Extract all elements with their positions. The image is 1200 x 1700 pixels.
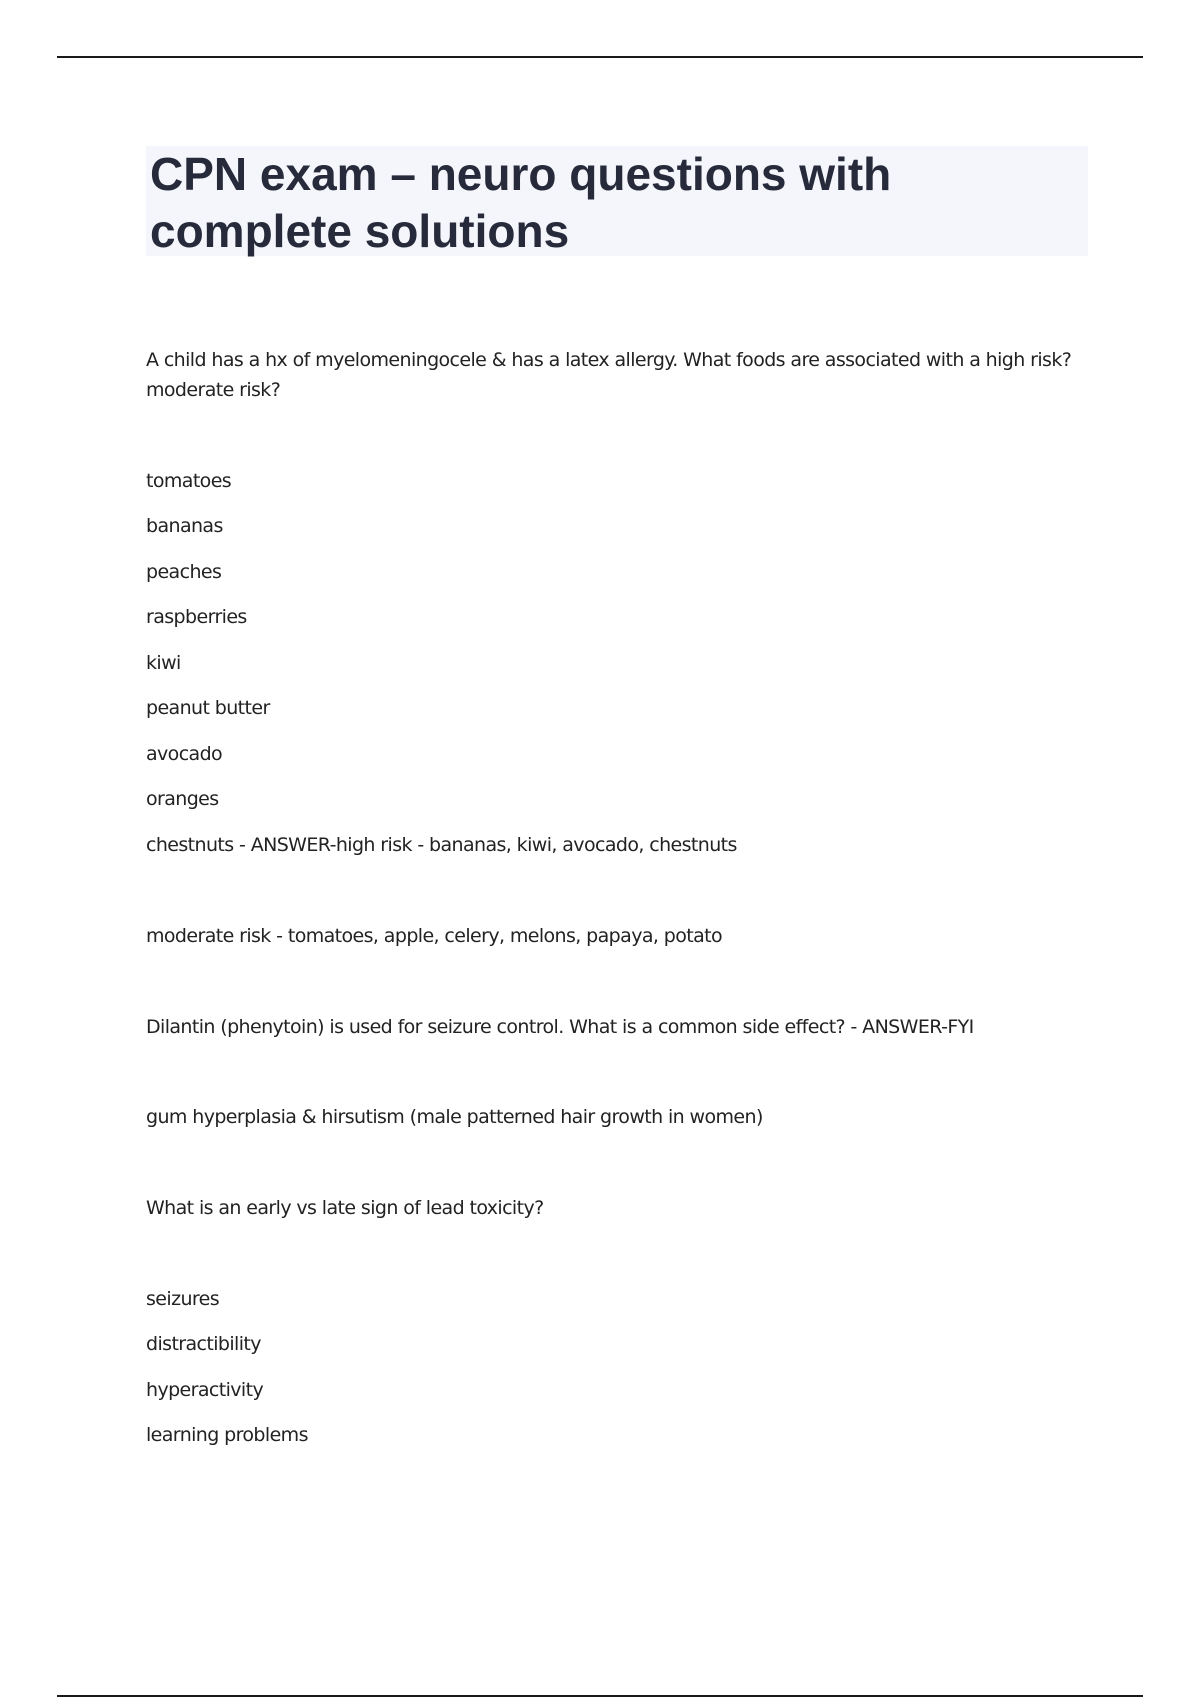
question-latex-foods: A child has a hx of myelomeningocele & has a latex allergy. What foods are associated with a high risk? moderate risk?: [146, 349, 1072, 401]
list-item: peaches: [146, 561, 222, 583]
document-title: CPN exam – neuro questions with complete solutions: [150, 148, 892, 257]
list-item: avocado: [146, 743, 223, 765]
list-item: learning problems: [146, 1424, 308, 1446]
list-item: oranges: [146, 788, 219, 810]
question-lead-toxicity: What is an early vs late sign of lead toxicity?: [146, 1197, 544, 1219]
list-item: distractibility: [146, 1333, 261, 1355]
answer-moderate-risk: moderate risk - tomatoes, apple, celery, melons, papaya, potato: [146, 925, 723, 947]
answer-high-risk: chestnuts - ANSWER-high risk - bananas, kiwi, avocado, chestnuts: [146, 834, 737, 856]
question-dilantin: Dilantin (phenytoin) is used for seizure control. What is a common side effect? - ANSWER-FYI: [146, 1016, 974, 1038]
list-item: peanut butter: [146, 697, 270, 719]
list-item: seizures: [146, 1288, 220, 1310]
list-item: kiwi: [146, 652, 181, 674]
list-item: raspberries: [146, 606, 247, 628]
footer-rule: [57, 1695, 1143, 1697]
list-item: hyperactivity: [146, 1379, 264, 1401]
header-rule: [57, 56, 1143, 58]
list-item: tomatoes: [146, 470, 232, 492]
answer-dilantin: gum hyperplasia & hirsutism (male patterned hair growth in women): [146, 1106, 763, 1128]
list-item: bananas: [146, 515, 223, 537]
title-banner: [146, 146, 1088, 256]
